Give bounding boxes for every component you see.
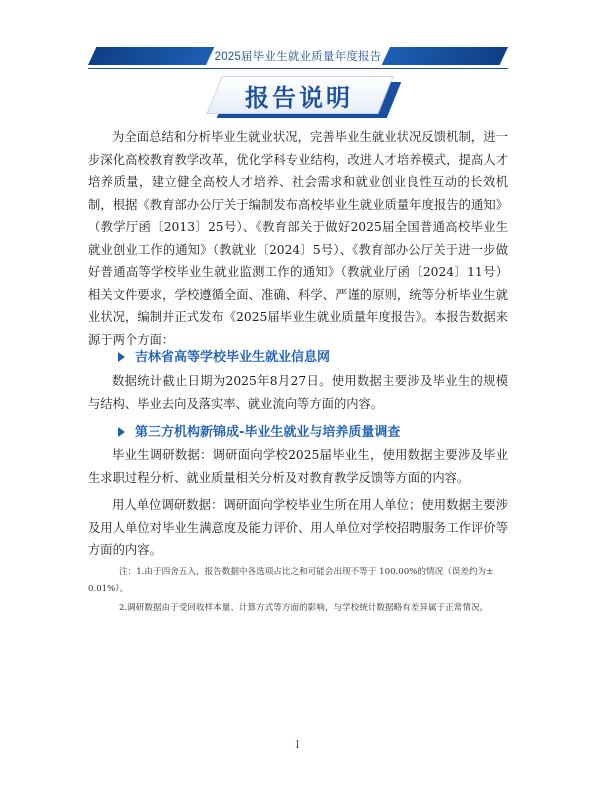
source-1-paragraph: 数据统计截止日期为2025年8月27日。使用数据主要涉及毕业生的规模与结构、毕业去向及落实率、就业流向等方面的内容。	[88, 374, 508, 411]
note-1-line-2: 0.01%）。	[88, 584, 129, 594]
employer-survey-paragraph: 用人单位调研数据：调研面向学校毕业生所在用人单位；使用数据主要涉及用人单位对毕业生满意度及能力评价、用人单位对学校招聘服务工作评价等方面的内容。	[88, 498, 508, 557]
graduate-survey-paragraph: 毕业生调研数据：调研面向学校2025届毕业生，使用数据主要涉及毕业生求职过程分析、就业质量相关分析及对教育教学反馈等方面的内容。	[88, 448, 508, 485]
section-banner	[210, 74, 392, 118]
intro-paragraph: 为全面总结和分析毕业生就业状况，完善毕业生就业状况反馈机制，进一步深化高校教育教学改革，优化学科专业结构，改进人才培养模式，提高人才培养质量，建立健全高校人才培养、社会需求和就业创业良性互动的长效机制，根据《教育部办公厅关于编制发布高校毕业生就业质量年度报告的通知》（教学厅函〔2013〕25号）、《教育部关于做好2025届全国普通高校毕业生就业创业工作的通知》（教就业〔2024〕5号）、《教育部办公厅关于进一步做好普通高等学校毕业生就业监测工作的通知》（教就业厅函〔2024〕11号）相关文件要求，学校遵循全面、准确、科学、严谨的原则，统等分析毕业生就业状况，编制并正式发布《2025届毕业生就业质量年度报告》。本报告数据来源于两个方面：	[88, 130, 508, 347]
page-number: I	[295, 740, 300, 751]
note-1-line-1: 注：1.由于四舍五入，报告数据中各选项占比之和可能会出现不等于 100.00%的情况（误差约为±	[119, 567, 494, 577]
source-heading-2-text: 第三方机构新锦成-毕业生就业与培养质量调查	[135, 425, 401, 440]
source-heading-2	[118, 421, 400, 440]
arrow-bullet-icon	[118, 427, 125, 437]
banner-title: 报告说明	[245, 84, 353, 112]
note-2: 2.调研数据由于受回收样本量、计算方式等方面的影响，与学校统计数据略有差异属于正常情况。	[119, 603, 489, 613]
source-heading-1	[118, 346, 330, 365]
header-title: 2025届毕业生就业质量年度报告	[214, 51, 382, 63]
page-header	[88, 47, 508, 67]
arrow-bullet-icon	[118, 352, 125, 362]
header-rule	[88, 68, 508, 69]
source-heading-1-text: 吉林省高等学校毕业生就业信息网	[135, 350, 331, 365]
